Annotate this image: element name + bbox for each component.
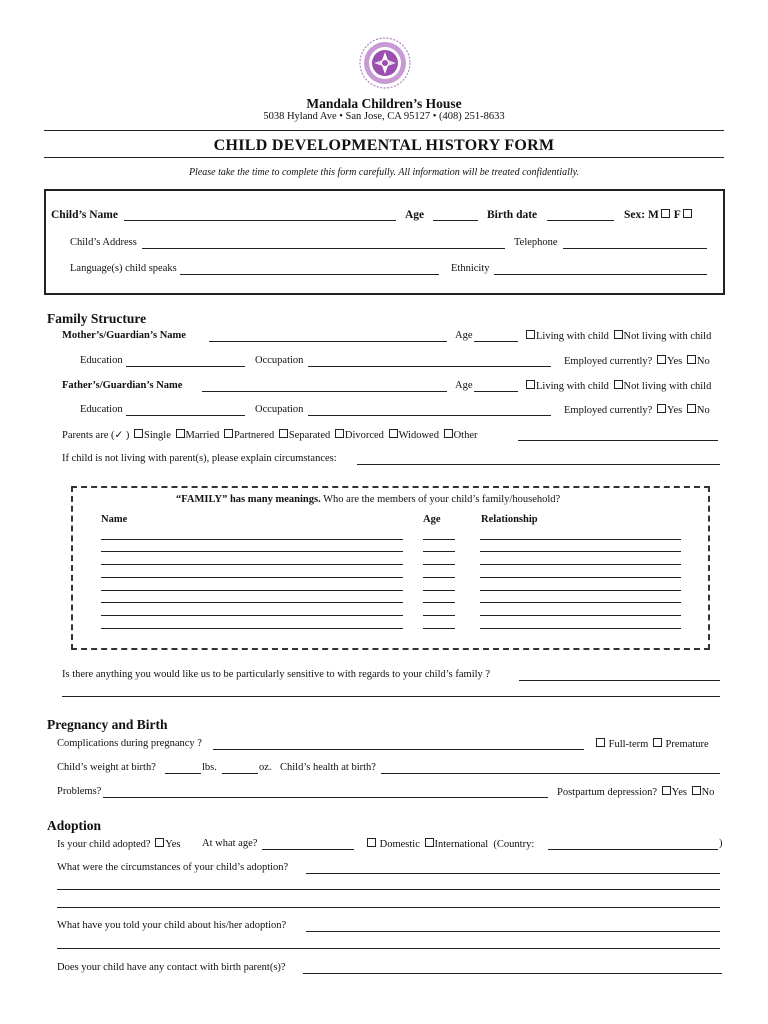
family-member-age-field[interactable]	[423, 551, 455, 552]
mother-living-checkbox[interactable]	[526, 330, 535, 339]
family-member-age-field[interactable]	[423, 590, 455, 591]
father-occupation-field[interactable]	[308, 415, 551, 416]
birth-parent-contact-label: Does your child have any contact with birth parent(s)?	[57, 962, 286, 973]
oz-label: oz.	[259, 762, 272, 773]
sensitive-answer-field-2[interactable]	[62, 696, 720, 697]
family-members-box	[71, 486, 710, 650]
not-living-explain-field[interactable]	[357, 464, 720, 465]
adoption-circumstances-label: What were the circumstances of your child’s adoption?	[57, 862, 289, 873]
form-intro: Please take the time to complete this form carefully. All information will be treated confidentially.	[188, 167, 580, 178]
family-member-age-field[interactable]	[423, 615, 455, 616]
father-occupation-label: Occupation	[255, 404, 304, 415]
full-term-checkbox[interactable]	[596, 738, 605, 747]
sex-f-checkbox[interactable]	[683, 209, 692, 218]
sensitive-question-label: Is there anything you would like us to be particularly sensitive to with regards to your child’s family ?	[62, 669, 491, 680]
ethnicity-label: Ethnicity	[451, 263, 490, 274]
adoption-told-field-2[interactable]	[57, 948, 720, 949]
mandala-logo-icon	[359, 37, 411, 89]
sex-f-label: F	[673, 209, 681, 221]
mother-name-field[interactable]	[209, 341, 447, 342]
father-employed: Employed currently? Yes No	[564, 405, 710, 416]
form-title: CHILD DEVELOPMENTAL HISTORY FORM	[213, 137, 555, 154]
organization-name: Mandala Children’s House	[306, 96, 462, 111]
adoption-told-field-1[interactable]	[306, 931, 720, 932]
father-living-checkbox[interactable]	[526, 380, 535, 389]
married-checkbox[interactable]	[176, 429, 185, 438]
mother-age-label: Age	[455, 330, 473, 341]
family-member-relationship-field[interactable]	[480, 590, 681, 591]
child-age-label: Age	[405, 209, 425, 221]
birth-parent-contact-field[interactable]	[303, 973, 722, 974]
language-label: Language(s) child speaks	[70, 263, 177, 274]
telephone-label: Telephone	[514, 237, 558, 248]
father-name-label: Father’s/Guardian’s Name	[62, 380, 183, 391]
other-checkbox[interactable]	[444, 429, 453, 438]
child-name-field[interactable]	[124, 220, 396, 221]
col-header-relationship: Relationship	[481, 514, 538, 525]
term-options: Full-term Premature	[594, 738, 709, 750]
birth-weight-label: Child’s weight at birth?	[57, 762, 156, 773]
child-age-field[interactable]	[433, 220, 478, 221]
family-structure-heading: Family Structure	[47, 311, 147, 326]
adoption-heading: Adoption	[47, 818, 102, 833]
complications-label: Complications during pregnancy ?	[57, 738, 202, 749]
family-member-name-field[interactable]	[101, 590, 403, 591]
adoption-country-field[interactable]	[548, 849, 718, 850]
father-name-field[interactable]	[202, 391, 447, 392]
family-member-age-field[interactable]	[423, 628, 455, 629]
family-member-age-field[interactable]	[423, 564, 455, 565]
adoption-age-label: At what age?	[202, 838, 258, 849]
ethnicity-field[interactable]	[494, 274, 707, 275]
mother-not-living-checkbox[interactable]	[614, 330, 623, 339]
sex-m-checkbox[interactable]	[661, 209, 670, 218]
country-close-paren: )	[719, 838, 723, 849]
child-info-box	[44, 189, 725, 295]
father-living-options: Living with child Not living with child	[524, 380, 711, 392]
adoption-type-options: Domestic International (Country:	[365, 838, 534, 850]
adoption-circumstances-field-3[interactable]	[57, 907, 720, 908]
father-age-field[interactable]	[474, 391, 518, 392]
widowed-checkbox[interactable]	[389, 429, 398, 438]
family-member-age-field[interactable]	[423, 602, 455, 603]
divorced-checkbox[interactable]	[335, 429, 344, 438]
adopted-yes-checkbox[interactable]	[155, 838, 164, 847]
birth-health-label: Child’s health at birth?	[280, 762, 376, 773]
family-member-relationship-field[interactable]	[480, 564, 681, 565]
family-box-heading: “FAMILY” has many meanings. Who are the members of your child’s family/household?	[176, 494, 561, 505]
father-employed-yes-checkbox[interactable]	[657, 404, 666, 413]
partnered-checkbox[interactable]	[224, 429, 233, 438]
adoption-told-label: What have you told your child about his/her adoption?	[57, 920, 287, 931]
mother-employed: Employed currently? Yes No	[564, 356, 710, 367]
adopted-question: Is your child adopted? Yes	[57, 839, 181, 850]
complications-field[interactable]	[213, 749, 584, 750]
mother-living-options: Living with child Not living with child	[524, 330, 711, 342]
mother-name-label: Mother’s/Guardian’s Name	[62, 330, 186, 341]
adoption-age-field[interactable]	[262, 849, 354, 850]
col-header-age: Age	[423, 514, 441, 525]
birth-weight-oz-field[interactable]	[222, 773, 258, 774]
family-member-age-field[interactable]	[423, 539, 455, 540]
language-field[interactable]	[180, 274, 439, 275]
adoption-circumstances-field-2[interactable]	[57, 889, 720, 890]
family-member-relationship-field[interactable]	[480, 539, 681, 540]
sensitive-answer-field-1[interactable]	[519, 680, 720, 681]
international-checkbox[interactable]	[425, 838, 434, 847]
check-mark-icon: ✓	[114, 430, 124, 441]
organization-address: 5038 Hyland Ave • San Jose, CA 95127 • (408) 251-8633	[263, 111, 505, 122]
family-member-name-field[interactable]	[101, 602, 403, 603]
separated-checkbox[interactable]	[279, 429, 288, 438]
postpartum-no-checkbox[interactable]	[692, 786, 701, 795]
mother-education-label: Education	[80, 355, 123, 366]
family-member-name-field[interactable]	[101, 628, 403, 629]
family-member-relationship-field[interactable]	[480, 602, 681, 603]
father-education-field[interactable]	[126, 415, 245, 416]
parents-status-options: Parents are (✓ ) Single Married Partnered Separated Divorced Widowed Other	[62, 430, 478, 441]
family-member-name-field[interactable]	[101, 615, 403, 616]
header-rule-bottom	[44, 157, 724, 158]
sex-m-label: M	[647, 209, 659, 221]
postpartum-yes-checkbox[interactable]	[662, 786, 671, 795]
mother-employed-yes-checkbox[interactable]	[657, 355, 666, 364]
family-member-name-field[interactable]	[101, 551, 403, 552]
family-member-relationship-field[interactable]	[480, 577, 681, 578]
family-member-name-field[interactable]	[101, 564, 403, 565]
mother-occupation-field[interactable]	[308, 366, 551, 367]
birth-date-field[interactable]	[547, 220, 614, 221]
domestic-checkbox[interactable]	[367, 838, 376, 847]
problems-field[interactable]	[103, 797, 548, 798]
problems-label: Problems?	[57, 786, 102, 797]
birth-weight-lbs-field[interactable]	[165, 773, 201, 774]
single-checkbox[interactable]	[134, 429, 143, 438]
mother-age-field[interactable]	[474, 341, 518, 342]
family-member-relationship-field[interactable]	[480, 615, 681, 616]
mother-education-field[interactable]	[126, 366, 245, 367]
not-living-explain-label: If child is not living with parent(s), please explain circumstances:	[62, 453, 337, 464]
family-member-name-field[interactable]	[101, 539, 403, 540]
father-not-living-checkbox[interactable]	[614, 380, 623, 389]
father-education-label: Education	[80, 404, 123, 415]
pregnancy-birth-heading: Pregnancy and Birth	[47, 717, 168, 732]
father-employed-no-checkbox[interactable]	[687, 404, 696, 413]
col-header-name: Name	[101, 514, 128, 525]
other-status-field[interactable]	[518, 440, 718, 441]
child-address-label: Child’s Address	[70, 237, 137, 248]
lbs-label: lbs.	[202, 762, 217, 773]
mother-occupation-label: Occupation	[255, 355, 304, 366]
telephone-field[interactable]	[563, 248, 707, 249]
family-member-age-field[interactable]	[423, 577, 455, 578]
family-member-relationship-field[interactable]	[480, 551, 681, 552]
postpartum-options: Postpartum depression? Yes No	[557, 787, 715, 798]
adoption-circumstances-field-1[interactable]	[306, 873, 720, 874]
birth-date-label: Birth date	[487, 209, 538, 221]
header-rule-top	[44, 130, 724, 131]
birth-health-field[interactable]	[381, 773, 720, 774]
family-member-name-field[interactable]	[101, 577, 403, 578]
father-age-label: Age	[455, 380, 473, 391]
sex-label: Sex: M F	[624, 209, 693, 221]
child-address-field[interactable]	[142, 248, 505, 249]
mother-employed-no-checkbox[interactable]	[687, 355, 696, 364]
premature-checkbox[interactable]	[653, 738, 662, 747]
family-member-relationship-field[interactable]	[480, 628, 681, 629]
child-name-label: Child’s Name	[51, 209, 118, 221]
